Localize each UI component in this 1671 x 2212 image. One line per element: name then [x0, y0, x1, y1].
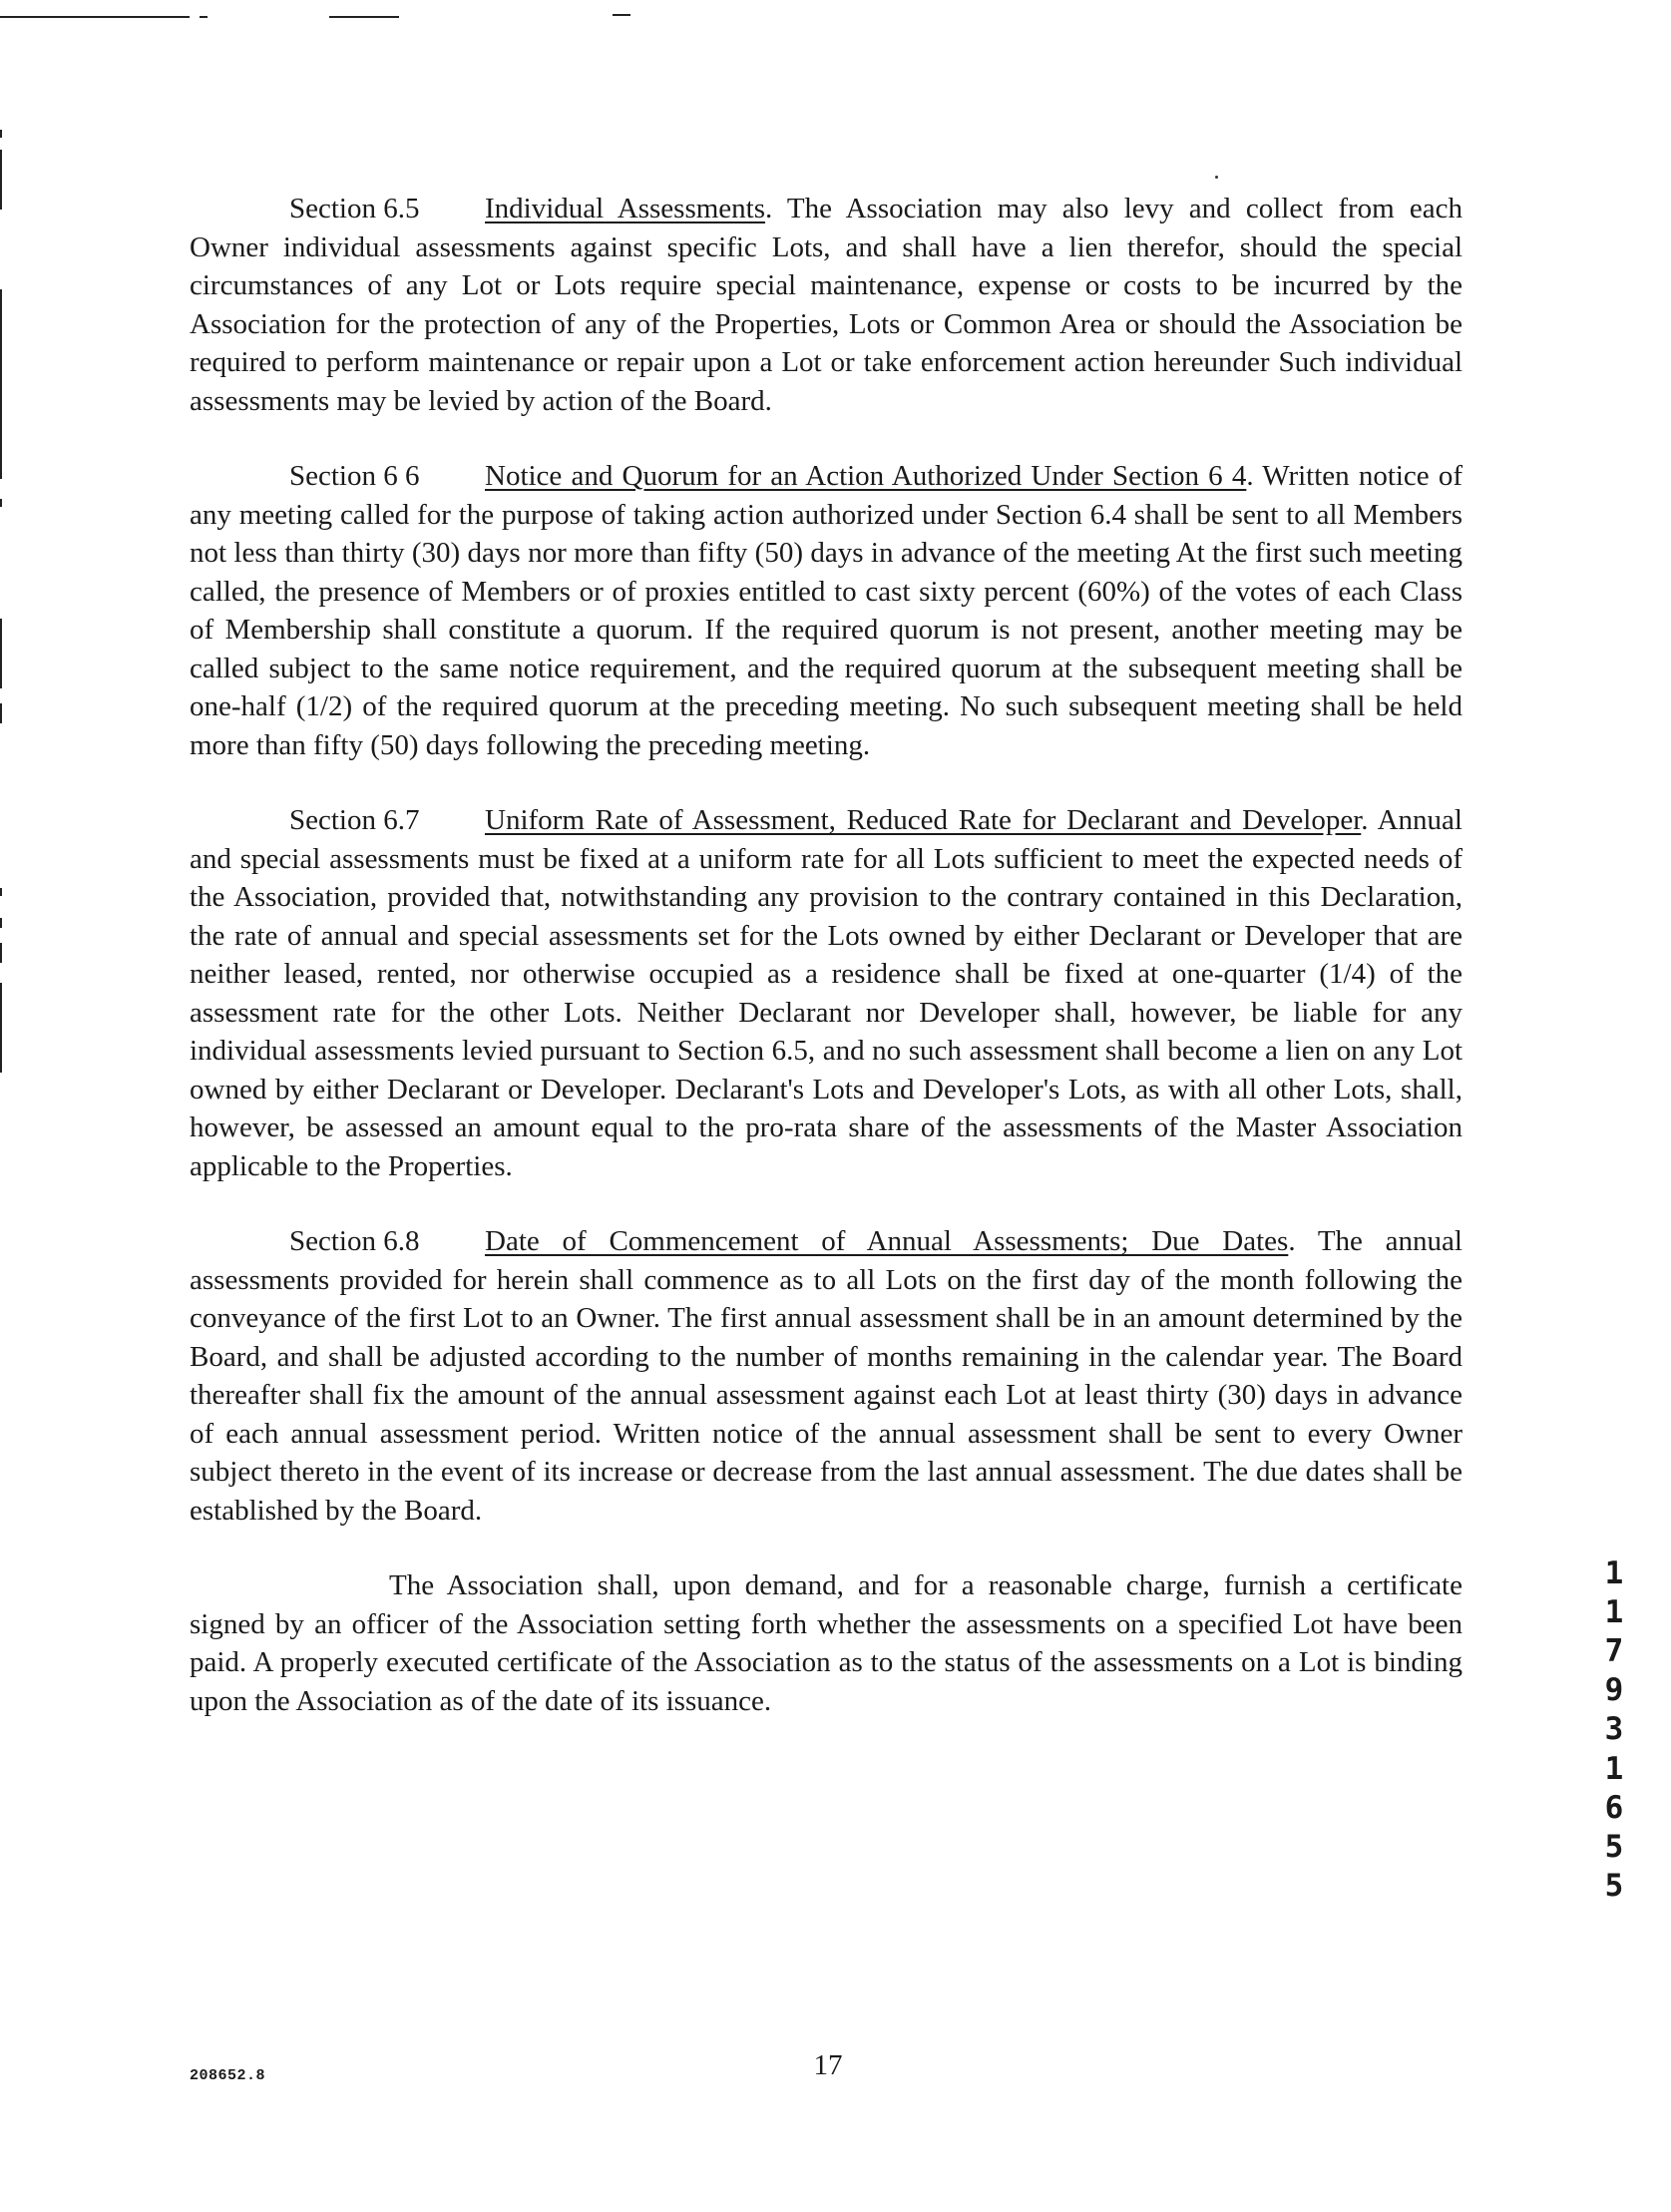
section-paragraph — [190, 190, 1462, 420]
scan-artifact — [1215, 176, 1218, 179]
scan-artifact — [613, 14, 630, 16]
stamp-digit: 7 — [1604, 1633, 1624, 1669]
scan-artifact — [0, 499, 2, 507]
section-paragraph — [190, 801, 1462, 1185]
scan-artifact — [0, 703, 2, 723]
margin-stamp-page — [1594, 1751, 1634, 1910]
scan-artifact — [0, 130, 2, 138]
document-id: 208652.8 — [190, 2067, 266, 2084]
stamp-digit: 1 — [1604, 1594, 1624, 1630]
stamp-digit: 1 — [1604, 1555, 1624, 1591]
document-body — [190, 190, 1462, 1757]
scan-artifact — [329, 16, 399, 18]
section-title: Uniform Rate of Assessment, Reduced Rate for Declarant and Developer — [485, 804, 1362, 836]
scan-artifact — [200, 16, 208, 18]
section-text: . The annual assessments provided for herein shall commence as to all Lots on the first day of the month following the conveyance of the first Lot to an Owner. The first annual assessment shall be in an amount determined by the Board, and shall be adjusted according to the number of months remaining in the calendar year. The Board thereafter shall fix the amount of the annual assessment against each Lot at least thirty (30) days in advance of each annual assessment period. Written notice of the annual assessment shall be sent to every Owner subject thereto in the event of its increase or decrease from the last annual assessment. The due dates shall be established by the Board. — [190, 1225, 1462, 1527]
stamp-digit: 9 — [1604, 1672, 1624, 1708]
closing-paragraph: The Association shall, upon demand, and for a reasonable charge, furnish a certificate signed by an officer of the Association setting forth whether the assessments on a specified Lot have been paid. A properly executed certificate of the Association as to the status of the assessments on a Lot is binding upon the Association as of the date of its issuance. — [190, 1569, 1462, 1717]
scan-artifact — [0, 619, 2, 688]
scan-artifact — [0, 943, 2, 963]
scan-artifact — [0, 918, 2, 928]
section-title: Individual Assessments — [485, 193, 766, 224]
section-number: Section 6.5 — [289, 193, 420, 224]
section-text: . Written notice of any meeting called for the purpose of taking action authorized under Section 6.4 shall be sent to all Members not less than thirty (30) days nor more than fifty (50) days in advance of the meeting At the first such meeting called, the presence of Members or of proxies entitled to cast sixty percent (60%) of the votes of each Class of Membership shall constitute a quorum. If the required quorum is not present, another meeting may be called subject to the same notice requirement, and the required quorum at the subsequent meeting shall be one-half (1/2) of the required quorum at the preceding meeting. No such subsequent meeting shall be held more than fifty (50) days following the preceding meeting. — [190, 460, 1462, 761]
scan-artifact — [0, 150, 2, 210]
scan-artifact — [0, 16, 190, 18]
stamp-digit: 5 — [1604, 1829, 1624, 1865]
stamp-digit: 3 — [1604, 1711, 1624, 1747]
page-number: 17 — [813, 2049, 843, 2081]
section-text: . Annual and special assessments must be fixed at a uniform rate for all Lots sufficient to meet the expected needs of the Association, provided that, notwithstanding any provision to the contrary contained in this Declaration, the rate of annual and special assessments set for the Lots owned by either Declarant or Developer that are neither leased, rented, nor otherwise occupied as a residence shall be fixed at one-quarter (1/4) of the assessment rate for the other Lots. Neither Declarant nor Developer shall, however, be liable for any individual assessments levied pursuant to Section 6.5, and no such assessment shall become a lien on any Lot owned by either Declarant or Developer. Declarant's Lots and Developer's Lots, as with all other Lots, shall, however, be assessed an amount equal to the pro-rata share of the assessments of the Master Association applicable to the Properties. — [190, 804, 1462, 1182]
section-paragraph — [190, 1222, 1462, 1530]
section-number: Section 6.8 — [289, 1225, 420, 1257]
section-paragraph — [190, 457, 1462, 764]
margin-stamp-book — [1594, 1555, 1634, 1753]
scan-artifact — [0, 888, 2, 896]
stamp-digit: 1 — [1604, 1751, 1624, 1787]
stamp-digit: 6 — [1604, 1790, 1624, 1826]
section-number: Section 6 6 — [289, 460, 420, 492]
scan-artifact — [0, 983, 2, 1073]
section-number: Section 6.7 — [289, 804, 420, 836]
section-text: . The Association may also levy and collect from each Owner individual assessments against specific Lots, and shall have a lien therefor, should the special circumstances of any Lot or Lots require special maintenance, expense or costs to be incurred by the Association for the protection of any of the Properties, Lots or Common Area or should the Association be required to perform maintenance or repair upon a Lot or take enforcement action hereunder Such individual assessments may be levied by action of the Board. — [190, 193, 1462, 417]
stamp-digit: 5 — [1604, 1868, 1624, 1904]
scan-artifact — [0, 289, 2, 479]
section-title: Date of Commencement of Annual Assessments; Due Dates — [485, 1225, 1289, 1257]
section-title: Notice and Quorum for an Action Authorized Under Section 6 4 — [485, 460, 1247, 492]
